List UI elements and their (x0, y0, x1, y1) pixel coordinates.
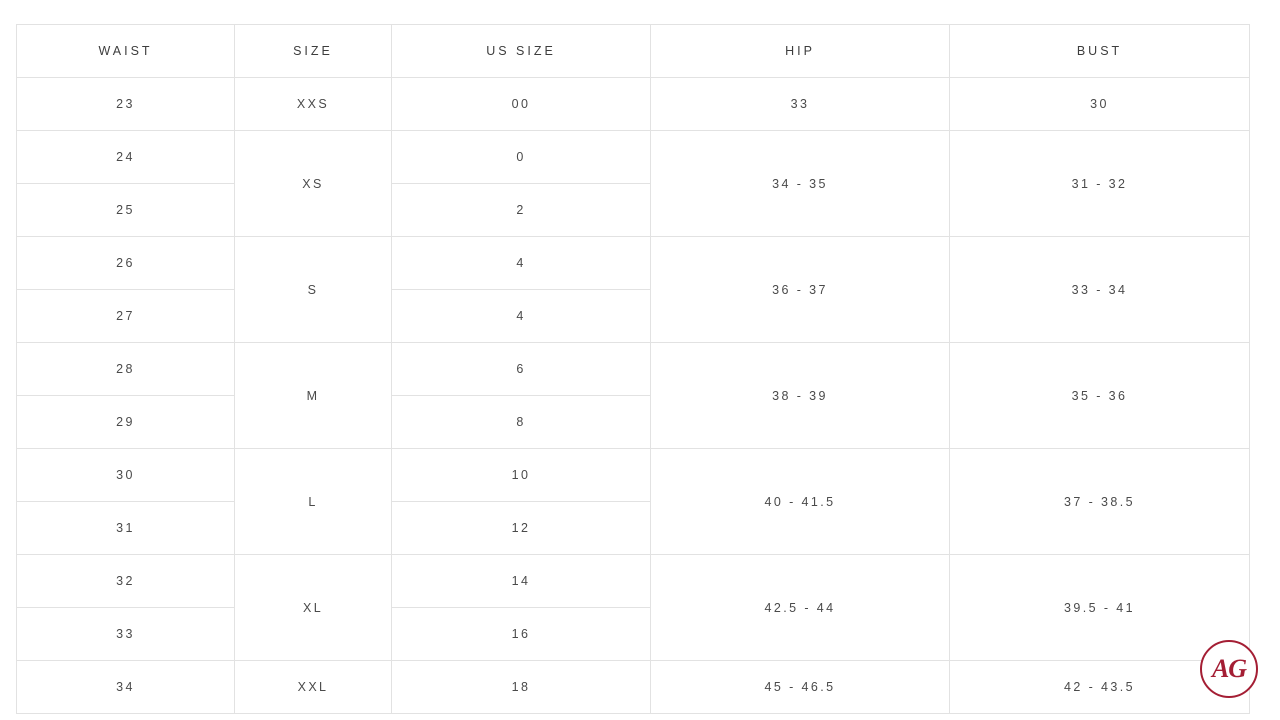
cell-hip: 42.5 - 44 (651, 555, 950, 661)
table-row (17, 343, 1250, 396)
cell-waist: 26 (17, 237, 235, 290)
cell-waist: 31 (17, 502, 235, 555)
cell-us-size: 00 (392, 78, 651, 131)
cell-size: XS (235, 131, 392, 237)
ag-logo-icon (1200, 640, 1258, 698)
cell-us-size: 18 (392, 661, 651, 714)
cell-bust: 33 - 34 (950, 237, 1250, 343)
cell-bust: 42 - 43.5 (950, 661, 1250, 714)
cell-us-size: 16 (392, 608, 651, 661)
table-header-row (17, 25, 1250, 78)
cell-us-size: 10 (392, 449, 651, 502)
cell-waist: 28 (17, 343, 235, 396)
column-header-bust: BUST (950, 25, 1250, 78)
size-chart-table (16, 24, 1250, 714)
cell-us-size: 0 (392, 131, 651, 184)
cell-size: S (235, 237, 392, 343)
cell-hip: 38 - 39 (651, 343, 950, 449)
cell-hip: 40 - 41.5 (651, 449, 950, 555)
cell-size: XXL (235, 661, 392, 714)
cell-us-size: 12 (392, 502, 651, 555)
cell-hip: 36 - 37 (651, 237, 950, 343)
cell-waist: 34 (17, 661, 235, 714)
cell-waist: 33 (17, 608, 235, 661)
table-body (17, 78, 1250, 714)
cell-us-size: 4 (392, 290, 651, 343)
cell-size: XXS (235, 78, 392, 131)
table-row (17, 449, 1250, 502)
cell-hip: 34 - 35 (651, 131, 950, 237)
cell-us-size: 2 (392, 184, 651, 237)
table-row (17, 661, 1250, 714)
cell-bust: 31 - 32 (950, 131, 1250, 237)
column-header-us-size: US SIZE (392, 25, 651, 78)
table-row (17, 78, 1250, 131)
cell-us-size: 14 (392, 555, 651, 608)
cell-us-size: 6 (392, 343, 651, 396)
column-header-size: SIZE (235, 25, 392, 78)
cell-waist: 23 (17, 78, 235, 131)
cell-waist: 25 (17, 184, 235, 237)
cell-hip: 33 (651, 78, 950, 131)
cell-bust: 37 - 38.5 (950, 449, 1250, 555)
cell-waist: 30 (17, 449, 235, 502)
cell-size: L (235, 449, 392, 555)
ag-logo-text: AG (1211, 654, 1247, 683)
cell-bust: 35 - 36 (950, 343, 1250, 449)
size-chart-container (16, 24, 1249, 714)
cell-bust: 39.5 - 41 (950, 555, 1250, 661)
column-header-waist: WAIST (17, 25, 235, 78)
cell-waist: 24 (17, 131, 235, 184)
cell-waist: 32 (17, 555, 235, 608)
cell-size: M (235, 343, 392, 449)
cell-bust: 30 (950, 78, 1250, 131)
table-row (17, 555, 1250, 608)
cell-waist: 27 (17, 290, 235, 343)
table-header (17, 25, 1250, 78)
cell-us-size: 4 (392, 237, 651, 290)
cell-us-size: 8 (392, 396, 651, 449)
cell-size: XL (235, 555, 392, 661)
column-header-hip: HIP (651, 25, 950, 78)
cell-waist: 29 (17, 396, 235, 449)
table-row (17, 131, 1250, 184)
table-row (17, 237, 1250, 290)
cell-hip: 45 - 46.5 (651, 661, 950, 714)
